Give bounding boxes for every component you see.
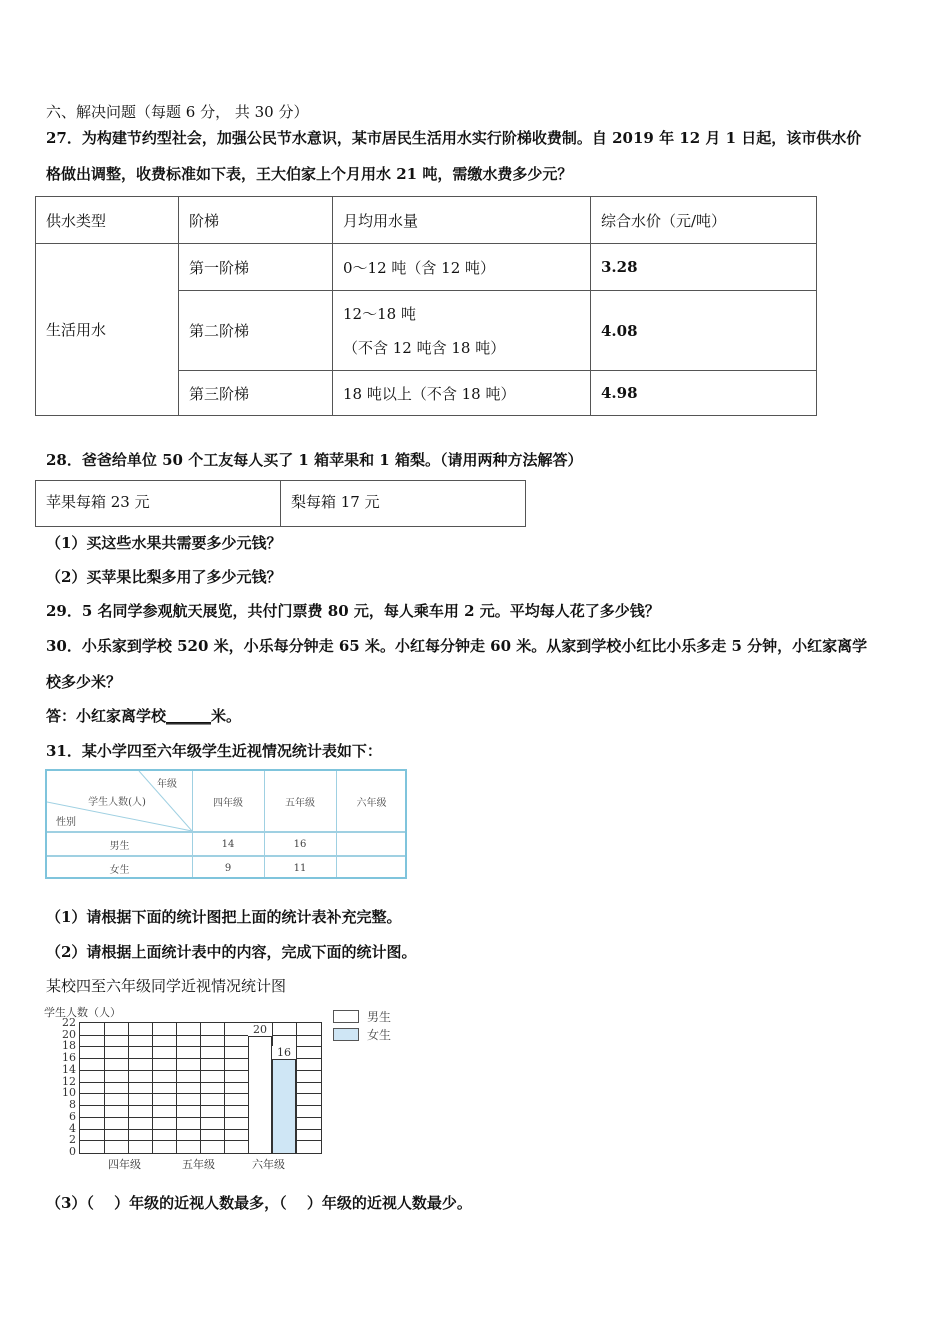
row-label-girls: 女生 bbox=[109, 864, 130, 876]
x-category: 六年级 bbox=[252, 1158, 285, 1171]
usage-line2: （不含 12 吨含 18 吨） bbox=[343, 338, 506, 357]
x-category: 四年级 bbox=[108, 1158, 141, 1171]
chart-legend bbox=[333, 1007, 391, 1043]
q28-sub1: （1）买这些水果共需要多少元钱？ bbox=[46, 534, 282, 552]
grid-line bbox=[104, 1023, 105, 1153]
grid-line bbox=[152, 1023, 153, 1153]
grid-line bbox=[128, 1023, 129, 1153]
pear-price-cell: 梨每箱 17 元 bbox=[281, 481, 526, 527]
price-cell: 3.28 bbox=[591, 244, 817, 291]
bar-boys bbox=[248, 1036, 272, 1153]
q30-text-line1: 30．小乐家到学校 520 米，小乐每分钟走 65 米。小红每分钟走 60 米。从家到学校小红比小乐多走 5 分钟，小红家离学 bbox=[46, 637, 868, 655]
legend-swatch-girls bbox=[333, 1028, 359, 1041]
q27-text-line2: 格做出调整，收费标准如下表，王大伯家上个月用水 21 吨，需缴水费多少元？ bbox=[46, 165, 573, 183]
value-cell: 9 bbox=[224, 862, 232, 874]
bar-girls bbox=[272, 1059, 296, 1153]
q31-text: 31．某小学四至六年级学生近视情况统计表如下： bbox=[46, 742, 382, 760]
corner-count-label: 学生人数(人) bbox=[88, 796, 146, 808]
y-axis-label: 学生人数（人） bbox=[44, 1006, 121, 1019]
q27-text-line1: 27．为构建节约型社会，加强公民节水意识，某市居民生活用水实行阶梯收费制。自 2019 年 12 月 1 日起，该市供水价 bbox=[46, 129, 862, 147]
y-tick: 14 bbox=[62, 1062, 76, 1076]
usage-line1: 12～18 吨 bbox=[343, 304, 416, 323]
q31-sub1: （1）请根据下面的统计图把上面的统计表补充完整。 bbox=[46, 908, 402, 926]
grid-line bbox=[176, 1023, 177, 1153]
header-cell: 供水类型 bbox=[36, 197, 179, 244]
bar-value-label: 16 bbox=[272, 1046, 296, 1059]
grid-line bbox=[200, 1023, 201, 1153]
legend-label: 男生 bbox=[367, 1009, 392, 1024]
q28-sub2: （2）买苹果比梨多用了多少元钱？ bbox=[46, 568, 282, 586]
x-category: 五年级 bbox=[182, 1158, 215, 1171]
apple-price-cell: 苹果每箱 23 元 bbox=[36, 481, 281, 527]
grid-line bbox=[224, 1023, 225, 1153]
value-cell-empty[interactable] bbox=[336, 857, 407, 879]
y-tick: 20 bbox=[62, 1027, 76, 1041]
y-tick: 6 bbox=[69, 1109, 76, 1123]
value-cell: 16 bbox=[293, 838, 307, 850]
water-type-cell: 生活用水 bbox=[36, 244, 179, 416]
table-header-row bbox=[36, 197, 817, 244]
grade-header: 六年级 bbox=[356, 797, 387, 809]
y-tick: 16 bbox=[62, 1051, 76, 1065]
corner-grade-label: 年级 bbox=[157, 778, 177, 790]
price-cell: 4.08 bbox=[591, 291, 817, 371]
y-tick: 10 bbox=[62, 1086, 76, 1100]
usage-cell: 0～12 吨（含 12 吨） bbox=[333, 244, 591, 291]
grade-header: 五年级 bbox=[285, 797, 315, 809]
legend-label: 女生 bbox=[367, 1027, 392, 1042]
y-tick: 12 bbox=[62, 1074, 76, 1088]
value-cell: 14 bbox=[221, 838, 235, 850]
q29-text: 29．5 名同学参观航天展览，共付门票费 80 元，每人乘车用 2 元。平均每人花了多少钱？ bbox=[46, 602, 660, 620]
value-cell: 11 bbox=[293, 862, 307, 874]
answer-blank[interactable]: ______ bbox=[166, 707, 212, 725]
table-row bbox=[36, 481, 526, 527]
y-tick: 8 bbox=[69, 1098, 76, 1112]
legend-item-boys bbox=[333, 1007, 391, 1025]
bar-value-label: 20 bbox=[248, 1023, 272, 1036]
tier-cell: 第二阶梯 bbox=[179, 291, 333, 371]
row-label-boys: 男生 bbox=[109, 840, 130, 852]
water-price-table bbox=[35, 196, 817, 416]
q28-text: 28．爸爸给单位 50 个工友每人买了 1 箱苹果和 1 箱梨。（请用两种方法解答） bbox=[46, 451, 583, 469]
grid-line bbox=[80, 1035, 321, 1036]
y-tick: 22 bbox=[62, 1016, 76, 1029]
table-row bbox=[36, 244, 817, 291]
usage-cell: 18 吨以上（不含 18 吨） bbox=[333, 371, 591, 416]
price-cell: 4.98 bbox=[591, 371, 817, 416]
legend-swatch-boys bbox=[333, 1010, 359, 1023]
header-cell: 阶梯 bbox=[179, 197, 333, 244]
y-tick: 4 bbox=[69, 1121, 76, 1135]
grade-header: 四年级 bbox=[213, 797, 243, 809]
q31-sub3: （3）（ ）年级的近视人数最多，（ ）年级的近视人数最少。 bbox=[46, 1194, 472, 1212]
answer-prefix: 答：小红家离学校 bbox=[46, 707, 167, 725]
q30-answer bbox=[46, 706, 241, 726]
y-tick: 2 bbox=[69, 1133, 76, 1147]
answer-suffix: 米。 bbox=[211, 707, 242, 725]
tier-cell: 第三阶梯 bbox=[179, 371, 333, 416]
fruit-price-table bbox=[35, 480, 526, 527]
q31-sub2: （2）请根据上面统计表中的内容，完成下面的统计图。 bbox=[46, 943, 417, 961]
legend-item-girls bbox=[333, 1025, 391, 1043]
header-cell: 月均用水量 bbox=[333, 197, 591, 244]
q30-text-line2: 校多少米？ bbox=[46, 673, 122, 691]
y-tick: 18 bbox=[62, 1039, 76, 1053]
myopia-stats-table bbox=[45, 769, 407, 879]
usage-cell bbox=[333, 291, 591, 371]
tier-cell: 第一阶梯 bbox=[179, 244, 333, 291]
y-tick: 0 bbox=[69, 1145, 76, 1158]
chart-title: 某校四至六年级同学近视情况统计图 bbox=[46, 977, 287, 995]
grid-line bbox=[296, 1023, 297, 1153]
header-cell: 综合水价（元/吨） bbox=[591, 197, 817, 244]
section-heading: 六、解决问题（每题 6 分， 共 30 分） bbox=[46, 103, 309, 121]
chart-plot-area[interactable] bbox=[79, 1022, 322, 1154]
value-cell-empty[interactable] bbox=[336, 833, 407, 855]
corner-gender-label: 性别 bbox=[56, 816, 76, 828]
